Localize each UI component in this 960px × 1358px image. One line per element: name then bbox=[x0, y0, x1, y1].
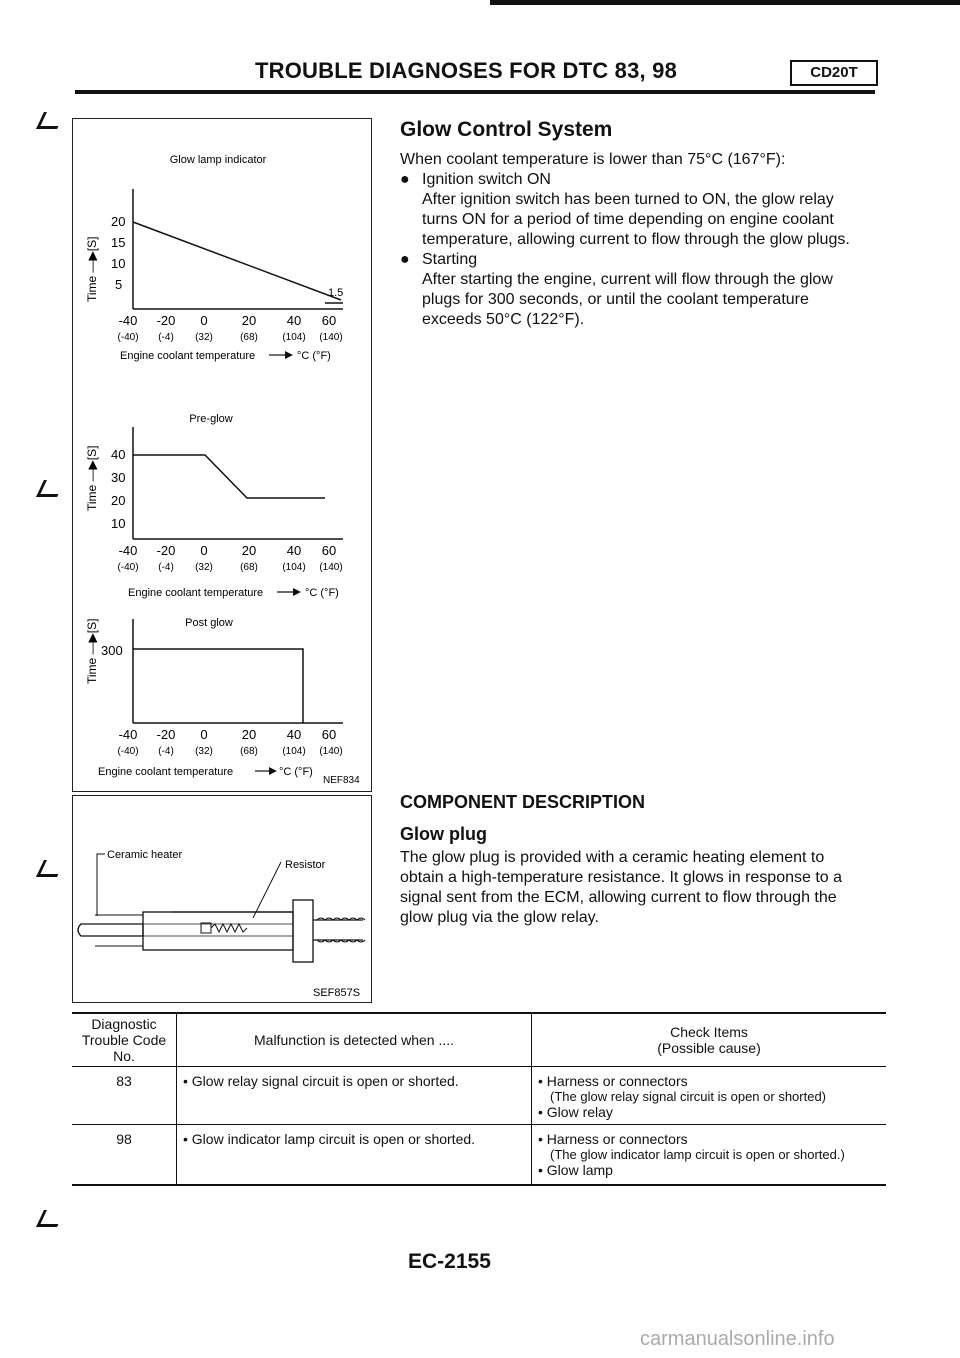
body-line: After starting the engine, current will flow through the glow bbox=[422, 271, 833, 288]
chart1-xtick: -40 bbox=[118, 313, 138, 328]
section-title-glow-control: Glow Control System bbox=[400, 118, 613, 141]
bullet-head: Ignition switch ON bbox=[422, 171, 551, 188]
chart3-xtick: 40 bbox=[286, 727, 302, 742]
chart3-arrow-head bbox=[269, 767, 277, 775]
chart3-xtick-f: (104) bbox=[282, 746, 306, 757]
chart3-series-line bbox=[133, 649, 303, 723]
chart3-xtick: -40 bbox=[118, 727, 138, 742]
chart2-ylabel: Time —▶[S] bbox=[85, 445, 99, 511]
body-line: plugs for 300 seconds, or until the coolant temperature bbox=[422, 291, 809, 308]
dtc-table-wrapper bbox=[72, 1012, 886, 1186]
ceramic-leader bbox=[97, 854, 105, 916]
bullet-ignition-body bbox=[400, 190, 900, 250]
bullet-starting-body bbox=[400, 270, 900, 330]
resistor-label: Resistor bbox=[285, 859, 326, 871]
chart1-xtick-f: (104) bbox=[282, 332, 306, 343]
thread-top bbox=[317, 918, 365, 920]
chart3-xtick: 60 bbox=[321, 727, 337, 742]
chart2-xtick: -40 bbox=[118, 543, 138, 558]
chart2-xtick: 20 bbox=[241, 543, 257, 558]
header-line: (Possible cause) bbox=[657, 1040, 761, 1056]
chart2-xtick: 40 bbox=[286, 543, 302, 558]
chart2-xunit: °C (°F) bbox=[305, 587, 339, 599]
body-line: After ignition switch has been turned to ON, the glow relay bbox=[422, 191, 834, 208]
figure1-code: NEF834 bbox=[323, 775, 360, 786]
resistor-leader bbox=[253, 862, 281, 918]
chart2-title: Pre-glow bbox=[189, 413, 233, 425]
bullet-starting bbox=[400, 250, 900, 270]
chart3-xtick: 20 bbox=[241, 727, 257, 742]
resistor-coil bbox=[211, 924, 247, 932]
body-line: temperature, allowing current to flow through the glow plugs. bbox=[422, 231, 850, 248]
chart1-arrow-head bbox=[285, 351, 293, 359]
header-detected: Malfunction is detected when .... bbox=[177, 1013, 532, 1067]
chart1-xtick-f: (68) bbox=[240, 332, 258, 343]
chart3-xtick-f: (-40) bbox=[117, 746, 139, 757]
bullet-dot: ● bbox=[400, 251, 410, 268]
chart2-series-line bbox=[133, 455, 325, 498]
intro-line: When coolant temperature is lower than 75°C (167°F): bbox=[400, 151, 786, 168]
check-line: • Harness or connectors bbox=[538, 1131, 688, 1147]
glow-plug-svg bbox=[73, 796, 371, 1002]
ceramic-heater-label: Ceramic heater bbox=[107, 849, 183, 861]
top-bar bbox=[490, 0, 960, 5]
chart2-xtick-f: (-4) bbox=[158, 562, 174, 573]
chart3-xtick-f: (68) bbox=[240, 746, 258, 757]
chart2-ytick: 10 bbox=[111, 516, 126, 531]
body-line: glow plug via the glow relay. bbox=[400, 909, 599, 926]
chart2-xtick-f: (68) bbox=[240, 562, 258, 573]
chart3-ytick: 300 bbox=[101, 643, 123, 658]
check-line: (The glow indicator lamp circuit is open or shorted.) bbox=[550, 1147, 845, 1162]
row-checks bbox=[532, 1067, 887, 1125]
corner-mark bbox=[36, 1210, 65, 1227]
check-line: • Glow lamp bbox=[538, 1162, 613, 1178]
body-line: signal sent from the ECM, allowing current to flow through the bbox=[400, 889, 837, 906]
row-detected: • Glow indicator lamp circuit is open or shorted. bbox=[177, 1125, 532, 1186]
chart1-xtick-f: (32) bbox=[195, 332, 213, 343]
bullet-head: Starting bbox=[422, 251, 478, 268]
chart1-end-label: 1.5 bbox=[328, 287, 344, 299]
check-line: (The glow relay signal circuit is open or shorted) bbox=[550, 1089, 827, 1104]
page-title: TROUBLE DIAGNOSES FOR DTC 83, 98 bbox=[255, 58, 678, 83]
body-line: turns ON for a period of time depending on engine coolant bbox=[422, 211, 834, 228]
header-check bbox=[532, 1013, 887, 1067]
model-badge: CD20T bbox=[790, 60, 878, 86]
figure2-code: SEF857S bbox=[313, 987, 361, 999]
chart1-ytick: 10 bbox=[111, 256, 126, 271]
chart2-xlabel: Engine coolant temperature bbox=[128, 587, 264, 599]
table-row bbox=[72, 1125, 886, 1186]
chart1-ytick: 15 bbox=[111, 235, 126, 250]
chart3-title: Post glow bbox=[185, 617, 233, 629]
glow-plug-figure bbox=[72, 795, 372, 1003]
header-line: Check Items bbox=[670, 1024, 748, 1040]
chart1-xtick-f: (-40) bbox=[117, 332, 139, 343]
chart1-xtick-f: (-4) bbox=[158, 332, 174, 343]
resistor-element bbox=[201, 923, 211, 933]
chart3-xtick-f: (32) bbox=[195, 746, 213, 757]
chart2-arrow-head bbox=[293, 588, 301, 596]
chart3-xlabel: Engine coolant temperature bbox=[98, 766, 234, 778]
corner-mark bbox=[36, 860, 65, 877]
body-line: The glow plug is provided with a ceramic heating element to bbox=[400, 849, 825, 866]
section-title-component: COMPONENT DESCRIPTION bbox=[400, 792, 646, 812]
corner-mark bbox=[36, 112, 65, 129]
bullet-ignition bbox=[400, 170, 900, 190]
corner-mark bbox=[36, 480, 65, 497]
chart2-xtick-f: (32) bbox=[195, 562, 213, 573]
chart1-xtick: 20 bbox=[241, 313, 257, 328]
chart1-xtick: -20 bbox=[156, 313, 176, 328]
chart2-ytick: 30 bbox=[111, 470, 126, 485]
chart2-xtick-f: (104) bbox=[282, 562, 306, 573]
chart1-xtick: 40 bbox=[286, 313, 302, 328]
chart2-ytick: 40 bbox=[111, 447, 126, 462]
header-line: Trouble Code bbox=[81, 1032, 167, 1048]
glow-charts-figure bbox=[72, 118, 372, 792]
plug-hex bbox=[293, 900, 313, 962]
check-line: • Harness or connectors bbox=[538, 1073, 688, 1089]
chart2-xtick-f: (140) bbox=[319, 562, 343, 573]
table-header-row bbox=[72, 1013, 886, 1067]
body-line: obtain a high-temperature resistance. It glows in response to a bbox=[400, 869, 843, 886]
chart1-ytick: 20 bbox=[111, 214, 126, 229]
chart1-ylabel: Time —▶[S] bbox=[85, 236, 99, 302]
page-number: EC-2155 bbox=[408, 1250, 491, 1273]
chart1-xunit: °C (°F) bbox=[297, 350, 331, 362]
check-line: • Glow relay bbox=[538, 1104, 613, 1120]
watermark: carmanualsonline.info bbox=[640, 1328, 835, 1350]
chart3-xunit: °C (°F) bbox=[279, 766, 313, 778]
chart1-xtick: 0 bbox=[200, 313, 208, 328]
chart3-ylabel: Time —▶[S] bbox=[85, 618, 99, 684]
glow-charts-svg bbox=[73, 119, 371, 791]
chart3-xtick: 0 bbox=[200, 727, 208, 742]
subtitle-glow-plug: Glow plug bbox=[400, 824, 487, 844]
bullet-dot: ● bbox=[400, 171, 410, 188]
glow-plug-description bbox=[400, 848, 900, 928]
chart2-xtick: 60 bbox=[321, 543, 337, 558]
glow-control-text bbox=[400, 150, 900, 330]
chart2-xtick: -20 bbox=[156, 543, 176, 558]
plug-tip bbox=[78, 924, 143, 936]
chart1-xtick-f: (140) bbox=[319, 332, 343, 343]
chart2-ytick: 20 bbox=[111, 493, 126, 508]
chart3-xtick: -20 bbox=[156, 727, 176, 742]
chart1-xtick: 60 bbox=[321, 313, 337, 328]
chart3-xtick-f: (140) bbox=[319, 746, 343, 757]
header-rule bbox=[75, 90, 875, 94]
row-code: 98 bbox=[72, 1125, 177, 1186]
thread-bottom bbox=[317, 940, 365, 942]
header-line: Diagnostic bbox=[91, 1016, 157, 1032]
table-row bbox=[72, 1067, 886, 1125]
row-checks bbox=[532, 1125, 887, 1186]
header-line: No. bbox=[113, 1048, 135, 1064]
header-code bbox=[72, 1013, 177, 1067]
row-code: 83 bbox=[72, 1067, 177, 1125]
dtc-table bbox=[72, 1012, 886, 1186]
row-detected: • Glow relay signal circuit is open or shorted. bbox=[177, 1067, 532, 1125]
chart3-xtick-f: (-4) bbox=[158, 746, 174, 757]
chart2-xtick: 0 bbox=[200, 543, 208, 558]
chart1-title: Glow lamp indicator bbox=[169, 154, 267, 166]
chart1-xlabel: Engine coolant temperature bbox=[120, 350, 256, 362]
chart1-ytick: 5 bbox=[115, 277, 123, 292]
chart1-series-line bbox=[133, 222, 344, 300]
body-line: exceeds 50°C (122°F). bbox=[422, 311, 585, 328]
chart2-xtick-f: (-40) bbox=[117, 562, 139, 573]
